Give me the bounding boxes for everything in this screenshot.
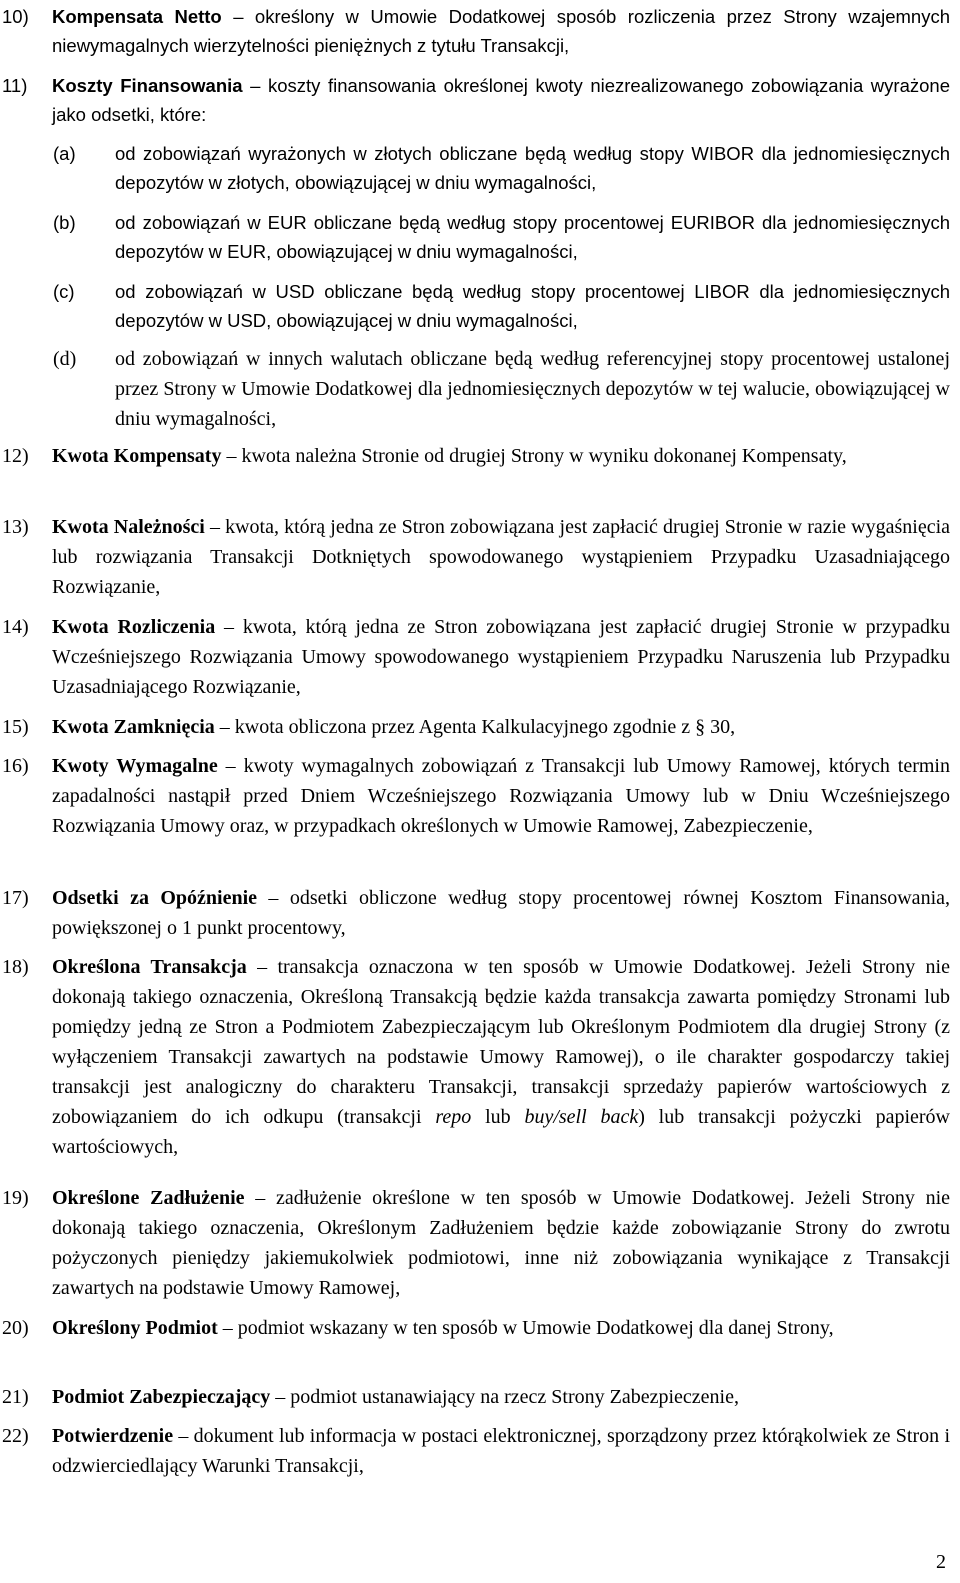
defined-term: Kompensata Netto [52,6,222,27]
sub-item [0,344,960,434]
definition-item [0,712,960,742]
definition-body: kwota obliczona przez Agenta Kalkulacyjnego zgodnie z § 30, [234,716,736,738]
definition-text [52,1421,950,1481]
item-number: 19) [2,1187,29,1209]
sub-item-letter: (b) [53,212,76,233]
dash-separator: – [217,755,244,777]
definition-text [52,1183,950,1303]
item-number: 17) [2,887,29,909]
dash-separator: – [221,445,242,467]
dash-separator: – [204,516,226,538]
sub-item-letter: (a) [53,143,76,164]
item-number: 10) [2,6,29,27]
definition-body: określony w Umowie Dodatkowej sposób rozliczenia przez Strony wzajemnych niewymagalnych wierzytelności pieniężnych z tytułu Transakcji, [52,6,950,56]
sub-item [0,277,960,335]
definition-text [52,2,950,60]
defined-term: Kwoty Wymagalne [52,755,218,777]
item-number: 18) [2,956,29,978]
definition-body: transakcja oznaczona w ten sposób w Umowie Dodatkowej. Jeżeli Strony nie dokonają takiego oznaczenia, Określoną Transakcją będzie każda transakcja zawarta pomiędzy Stronami lub pomiędzy jedną ze Stron a Podmiotem Zabezpieczającym lub Określonym Podmiotem dla drugiej Strony (z wyłączeniem Transakcji zawartych na podstawie Umowy Ramowej), o ile charakter gospodarczy takiej transakcji jest analogiczny do charakteru Transakcji, transakcji sprzedaży papierów wartościowych z zobowiązaniem do ich odkupu (transakcji [52,956,950,1128]
dash-separator: – [217,1317,238,1339]
definition-body: odsetki obliczone według stopy procentowej równej Kosztom Finansowania, powiększonej o 1 punkt procentowy, [52,887,950,939]
definition-item [0,1421,960,1481]
dash-separator: – [173,1425,194,1447]
definition-item [0,1382,960,1412]
sub-item [0,208,960,266]
item-number: 15) [2,716,29,738]
definition-text [52,952,950,1162]
item-number: 12) [2,445,29,467]
definition-item [0,883,960,943]
page-number: 2 [936,1551,946,1573]
definition-body: ) lub transakcji pożyczki papierów wartościowych, [52,1106,950,1158]
defined-term: Kwota Zamknięcia [52,716,215,738]
definition-text [52,71,950,129]
definition-body: podmiot wskazany w ten sposób w Umowie Dodatkowej dla danej Strony, [237,1317,834,1339]
definition-item [0,512,960,602]
italic-term: repo [435,1106,472,1128]
definition-body: lub [471,1106,525,1128]
definition-item [0,1313,960,1343]
defined-term: Kwota Należności [52,516,205,538]
item-number: 13) [2,516,29,538]
item-number: 21) [2,1386,29,1408]
sub-item [0,139,960,197]
definition-body: kwota należna Stronie od drugiej Strony w wyniku dokonanej Kompensaty, [241,445,847,467]
dash-separator: – [242,75,268,96]
definition-body: zadłużenie określone w ten sposób w Umowie Dodatkowej. Jeżeli Strony nie dokonają takiego oznaczenia, Określonym Zadłużeniem będzie każde zobowiązanie Strony do zwrotu pożyczonych pieniędzy jakiemukolwiek podmiotowi, inne niż zobowiązania wynikające z Transakcji zawartych na podstawie Umowy Ramowej, [52,1187,950,1299]
definition-body: kwota, którą jedna ze Stron zobowiązana jest zapłacić drugiej Stronie w przypadku Wcześniejszego Rozwiązania Umowy spowodowanego wystąpieniem Przypadku Naruszenia lub Przypadku Uzasadniającego Rozwiązanie, [52,616,951,698]
definition-text [52,1382,950,1412]
defined-term: Określony Podmiot [52,1317,218,1339]
definition-item [0,751,960,841]
sub-item-letter: (d) [53,348,77,370]
definition-text [52,612,950,702]
item-number: 14) [2,616,29,638]
sub-item-text: od zobowiązań w innych walutach obliczane będą według referencyjnej stopy procentowej ustalonej przez Strony w Umowie Dodatkowej dla jednomiesięcznych depozytów w tej walucie, obowiązującej w dniu wymagalności, [115,348,950,430]
item-number: 22) [2,1425,29,1447]
defined-term: Kwota Rozliczenia [52,616,216,638]
dash-separator: – [215,616,243,638]
definition-body: dokument lub informacja w postaci elektronicznej, sporządzony przez którąkolwiek ze Stron i odzwierciedlający Warunki Transakcji, [52,1425,951,1477]
definition-body: podmiot ustanawiający na rzecz Strony Zabezpieczenie, [290,1386,739,1408]
sub-item-text: od zobowiązań w USD obliczane będą według stopy procentowej LIBOR dla jednomiesięcznych depozytów w USD, obowiązującej w dniu wymagalności, [115,281,950,331]
definition-text [52,441,950,471]
definition-item [0,71,960,129]
dash-separator: – [270,1386,291,1408]
definition-item [0,2,960,60]
definition-item [0,612,960,702]
defined-term: Kwota Kompensaty [52,445,222,467]
item-number: 11) [2,75,28,96]
definition-text [52,712,950,742]
defined-term: Koszty Finansowania [52,75,243,96]
sub-item-text: od zobowiązań wyrażonych w złotych obliczane będą według stopy WIBOR dla jednomiesięcznych depozytów w złotych, obowiązującej w dniu wymagalności, [115,143,950,193]
defined-term: Określone Zadłużenie [52,1187,245,1209]
defined-term: Określona Transakcja [52,956,247,978]
dash-separator: – [221,6,255,27]
dash-separator: – [257,887,290,909]
definition-text [52,1313,950,1343]
item-number: 20) [2,1317,29,1339]
dash-separator: – [214,716,235,738]
defined-term: Potwierdzenie [52,1425,174,1447]
definition-body: kwota, którą jedna ze Stron zobowiązana jest zapłacić drugiej Stronie w razie wygaśnięcia lub rozwiązania Transakcji Dotkniętych spowodowanego wystąpieniem Przypadku Uzasadniającego Rozwiązanie, [52,516,950,598]
dash-separator: – [246,956,278,978]
italic-term: buy/sell back [524,1106,639,1128]
sub-item-text: od zobowiązań w EUR obliczane będą według stopy procentowej EURIBOR dla jednomiesięcznych depozytów w EUR, obowiązującej w dniu wymagalności, [115,212,950,262]
definition-text [52,751,950,841]
definition-item [0,952,960,1162]
sub-item-letter: (c) [53,281,75,302]
item-number: 16) [2,755,29,777]
defined-term: Podmiot Zabezpieczający [52,1386,271,1408]
definition-text [52,512,950,602]
definition-body: koszty finansowania określonej kwoty niezrealizowanego zobowiązania wyrażone jako odsetki, które: [52,75,950,125]
defined-term: Odsetki za Opóźnienie [52,887,258,909]
definition-item [0,441,960,471]
definition-body: kwoty wymagalnych zobowiązań z Transakcji lub Umowy Ramowej, których termin zapadalności nastąpił przed Dniem Wcześniejszego Rozwiązania Umowy lub w Dniu Wcześniejszego Rozwiązania Umowy oraz, w przypadkach określonych w Umowie Ramowej, Zabezpieczenie, [52,755,950,837]
definition-text [52,883,950,943]
dash-separator: – [244,1187,276,1209]
definition-item [0,1183,960,1303]
